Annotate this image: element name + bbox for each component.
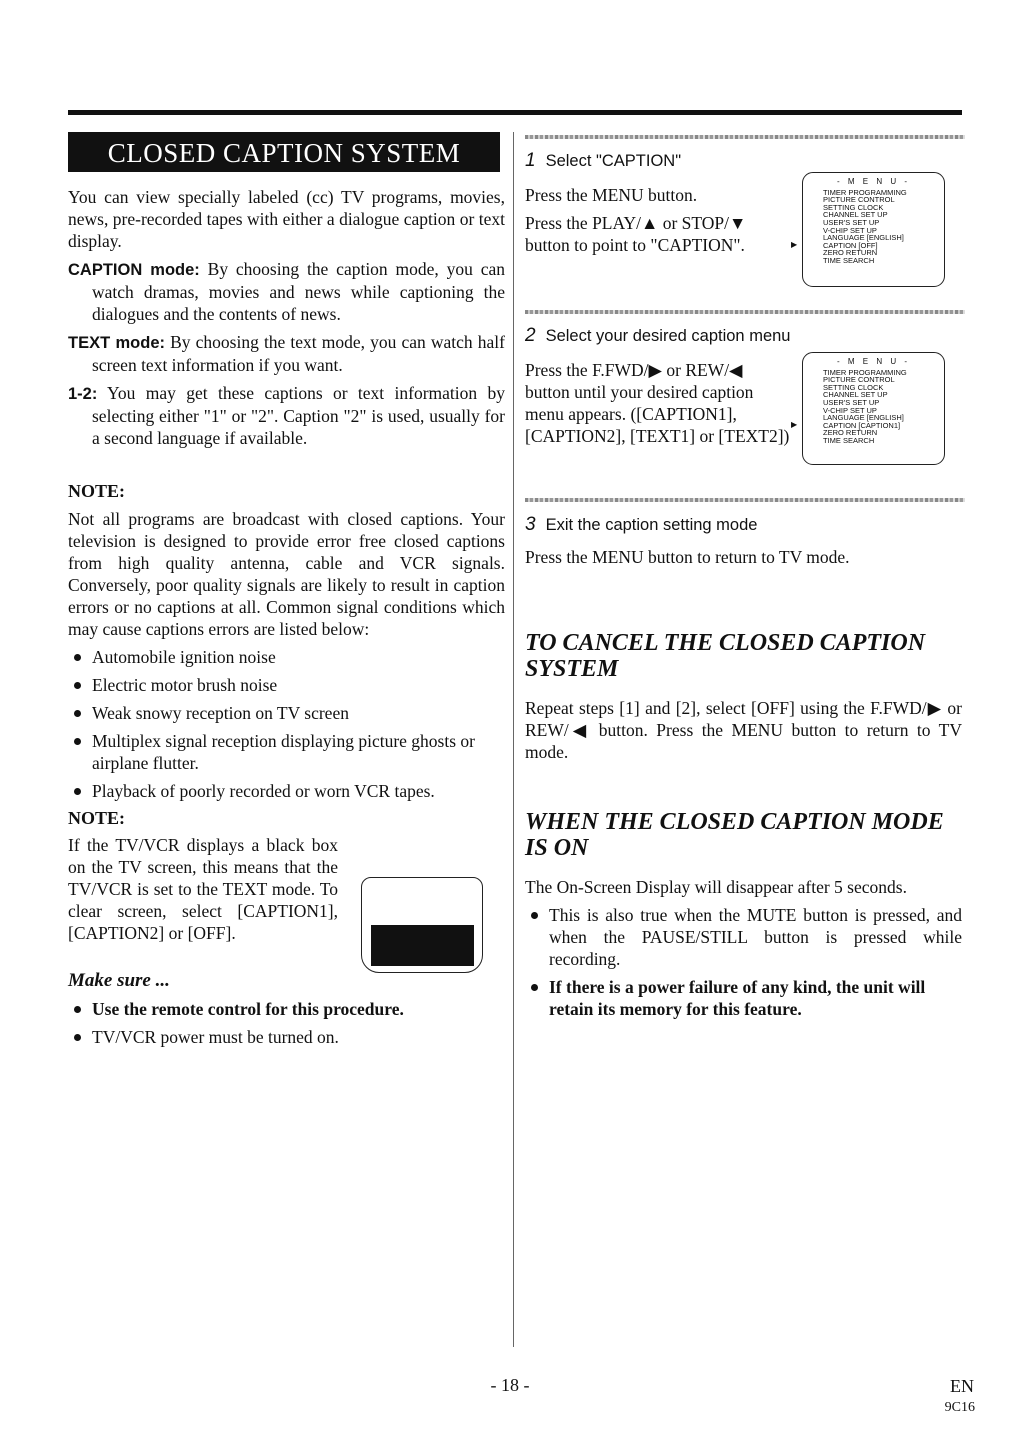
list-item: Use the remote control for this procedure. <box>68 998 505 1020</box>
caption-mode-term: CAPTION mode: <box>68 261 200 279</box>
step-2-heading: 2 Select your desired caption menu <box>525 325 791 346</box>
bullet-icon <box>74 738 81 745</box>
list-item: Electric motor brush noise <box>68 674 505 696</box>
menu-screen-1: - M E N U - TIMER PROGRAMMING PICTURE CONTROL SETTING CLOCK CHANNEL SET UP USER'S SET UP V-CHIP SET UP LANGUAGE [ENGLISH] ▶ CAPTION [OFF] ZERO RETURN TIME SEARCH <box>802 172 945 287</box>
when-on-paragraph: The On-Screen Display will disappear after 5 seconds. <box>525 877 907 897</box>
list-item: This is also true when the MUTE button is pressed, and when the PAUSE/STILL button is pressed while recording. <box>525 904 962 970</box>
caption-mode-text: By choosing the caption mode, you can watch dramas, movies and news while captioning the dialogues and the contents of news. <box>92 259 505 324</box>
note-paragraph: Not all programs are broadcast with closed captions. Your television is designed to provide error free closed captions from high quality antenna, cable and VCR signals. Conversely, poor quality signals are likely to result in caption errors or no captions at all. Common signal conditions which may cause captions errors are listed below: <box>68 509 505 639</box>
cursor-arrow-icon: ▶ <box>791 239 798 249</box>
step-1-heading: 1 Select "CAPTION" <box>525 150 682 171</box>
note-heading: NOTE: <box>68 481 126 501</box>
list-item: Weak snowy reception on TV screen <box>68 702 505 724</box>
list-item: If there is a power failure of any kind, the unit will retain its memory for this feature. <box>525 976 962 1020</box>
step-2-text: Press the F.FWD/▶ or REW/◀ button until your desired caption menu appears. ([CAPTION1], [CAPTION2], [TEXT1] or [TEXT2]) <box>525 360 790 446</box>
note-heading-2: NOTE: <box>68 808 126 828</box>
cursor-arrow-icon: ▶ <box>791 419 798 429</box>
step-1-text-1: Press the MENU button. <box>525 185 698 205</box>
caption-mode-paragraph <box>68 258 505 325</box>
text-mode-term: TEXT mode: <box>68 334 165 352</box>
bullet-icon <box>74 1034 81 1041</box>
bullet-icon <box>531 984 538 991</box>
list-item: Automobile ignition noise <box>68 646 505 668</box>
bullet-icon <box>74 1006 81 1013</box>
bullet-icon <box>531 912 538 919</box>
bullet-icon <box>74 710 81 717</box>
black-text-box <box>371 925 474 966</box>
list-item: TV/VCR power must be turned on. <box>68 1026 505 1048</box>
bullet-icon <box>74 654 81 661</box>
text-mode-paragraph <box>68 331 505 376</box>
step-3-heading: 3 Exit the caption setting mode <box>525 514 758 535</box>
list-item: Playback of poorly recorded or worn VCR tapes. <box>68 780 505 802</box>
step-divider <box>525 498 965 502</box>
cancel-section <box>525 630 965 763</box>
page-number: - 18 - <box>490 1375 530 1395</box>
step-3-text: Press the MENU button to return to TV mode. <box>525 547 850 567</box>
bullet-icon <box>74 682 81 689</box>
one-two-term: 1-2: <box>68 385 98 403</box>
step-1-text-2: Press the PLAY/▲ or STOP/▼ button to point to "CAPTION". <box>525 213 747 255</box>
step-number: 2 <box>525 325 536 346</box>
make-sure-list <box>68 998 505 1048</box>
column-divider <box>513 132 514 1347</box>
when-on-section <box>525 809 965 1020</box>
note-2-paragraph: If the TV/VCR displays a black box on the TV screen, this means that the TV/VCR is set to the TEXT mode. To clear screen, select [CAPTION1], [CAPTION2] or [OFF]. <box>68 835 338 943</box>
top-rule <box>68 110 962 115</box>
signal-conditions-list <box>68 646 505 802</box>
make-sure-heading: Make sure ... <box>68 970 170 991</box>
document-code: 9C16 <box>944 1400 975 1415</box>
language-code: EN <box>950 1376 974 1396</box>
step-3 <box>525 514 965 568</box>
one-two-paragraph <box>68 382 505 449</box>
when-on-list <box>525 904 962 1020</box>
tv-screen-illustration <box>361 877 483 973</box>
one-two-text: You may get these captions or text information by selecting either "1" or "2". Caption "2" is used, usually for a second language if available. <box>92 383 505 448</box>
list-item: Multiplex signal reception displaying picture ghosts or airplane flutter. <box>68 730 505 774</box>
step-divider <box>525 310 965 314</box>
menu-screen-2: - M E N U - TIMER PROGRAMMING PICTURE CONTROL SETTING CLOCK CHANNEL SET UP USER'S SET UP V-CHIP SET UP LANGUAGE [ENGLISH] ▶ CAPTION [CAPTION1] ZERO RETURN TIME SEARCH <box>802 352 945 465</box>
step-divider <box>525 135 965 139</box>
step-number: 3 <box>525 514 536 535</box>
step-number: 1 <box>525 150 536 171</box>
intro-paragraph: You can view specially labeled (cc) TV programs, movies, news, pre-recorded tapes with either a dialogue caption or text display. <box>68 187 505 251</box>
text-mode-text: By choosing the text mode, you can watch half screen text information if you want. <box>92 332 505 375</box>
section-title: CLOSED CAPTION SYSTEM <box>68 132 500 172</box>
when-on-heading: WHEN THE CLOSED CAPTION MODE IS ON <box>525 809 944 861</box>
cancel-heading: TO CANCEL THE CLOSED CAPTION SYSTEM <box>525 630 926 682</box>
bullet-icon <box>74 788 81 795</box>
cancel-paragraph: Repeat steps [1] and [2], select [OFF] using the F.FWD/▶ or REW/◀ button. Press the MENU button to return to TV mode. <box>525 698 962 762</box>
